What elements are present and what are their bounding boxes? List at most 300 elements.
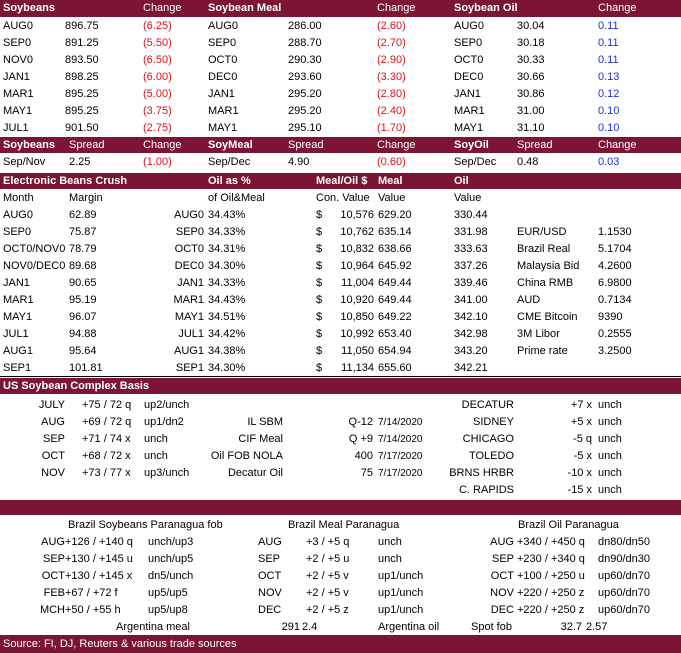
brazil-meal-note: unch bbox=[378, 553, 402, 565]
basis-gulf-month: NOV bbox=[41, 467, 65, 479]
meal-month: OCT0 bbox=[208, 54, 238, 66]
brazil-soy-note: up5/up8 bbox=[148, 604, 188, 616]
basis-gulf-value: +68 / 72 x bbox=[82, 450, 131, 462]
crush-margin: 95.64 bbox=[69, 345, 97, 357]
crush-margin: 78.79 bbox=[69, 243, 97, 255]
soybeans-title: Soybeans bbox=[3, 2, 55, 14]
spread-soy-change-label: Change bbox=[143, 139, 182, 151]
brazil-soy-note: dn5/unch bbox=[148, 570, 194, 582]
crush-meal-value: 635.14 bbox=[378, 226, 412, 238]
soybeans-month: JAN1 bbox=[3, 71, 30, 83]
crush-oil-value: 343.20 bbox=[454, 345, 488, 357]
crush-month2: SEP1 bbox=[175, 362, 204, 374]
crush-oil-value: 333.63 bbox=[454, 243, 488, 255]
argentina-meal-label: Argentina meal bbox=[116, 621, 190, 633]
crush-month: MAY1 bbox=[3, 311, 33, 323]
spread-soy-spread-label: Spread bbox=[69, 139, 105, 151]
brazil-oil-note: up60/dn70 bbox=[598, 604, 650, 616]
crush-month: SEP1 bbox=[3, 362, 32, 374]
basis-gulf-note: up2/unch bbox=[144, 399, 190, 411]
crush-oil-share: 34.38% bbox=[208, 345, 246, 357]
oil-title: Soybean Oil bbox=[454, 2, 518, 14]
crush-conv-label: Con. Value bbox=[316, 192, 370, 204]
meal-price: 293.60 bbox=[288, 71, 322, 83]
spread-oil-change: 0.03 bbox=[598, 156, 620, 168]
meal-price: 286.00 bbox=[288, 20, 322, 32]
spread-meal-change: (0.60) bbox=[377, 156, 406, 168]
crush-oil-value: 330.44 bbox=[454, 209, 488, 221]
oil-price: 30.04 bbox=[517, 20, 545, 32]
oil-change-label: Change bbox=[598, 2, 637, 14]
soybeans-price: 896.75 bbox=[65, 20, 99, 32]
oil-month: JAN1 bbox=[454, 88, 481, 100]
crush-oil-share: 34.42% bbox=[208, 328, 246, 340]
basis-plant-label: BRNS HRBR bbox=[449, 467, 514, 479]
brazil-oil-title: Brazil Oil Paranagua bbox=[518, 519, 619, 531]
crush-meal-value: 638.66 bbox=[378, 243, 412, 255]
crush-dollar: $ bbox=[316, 260, 323, 272]
brazil-meal-value: +2 / +5 v bbox=[306, 570, 349, 582]
brazil-soy-value: +126 / +140 q bbox=[65, 536, 133, 548]
basis-plant-value: -15 x bbox=[567, 484, 592, 496]
source-note: Source: FI, DJ, Reuters & various trade sources bbox=[3, 638, 237, 650]
spread-meal-value: 4.90 bbox=[288, 156, 310, 168]
crush-month: AUG1 bbox=[3, 345, 33, 357]
market-label: CME Bitcoin bbox=[517, 311, 578, 323]
spread-meal-change-label: Change bbox=[377, 139, 416, 151]
brazil-oil-value: +220 / +250 z bbox=[517, 604, 585, 616]
basis-plant-label: CHICAGO bbox=[462, 433, 514, 445]
crush-meal-value: 629.20 bbox=[378, 209, 412, 221]
crush-oil-share: 34.30% bbox=[208, 260, 246, 272]
soybeans-change: (2.75) bbox=[143, 122, 172, 134]
spread-soy-month: Sep/Nov bbox=[3, 156, 46, 168]
basis-product-label: Decatur Oil bbox=[227, 467, 283, 479]
soybeans-price: 893.50 bbox=[65, 54, 99, 66]
crush-margin: 90.65 bbox=[69, 277, 97, 289]
oil-month: DEC0 bbox=[454, 71, 484, 83]
soybeans-change: (6.50) bbox=[143, 54, 172, 66]
soybeans-month: AUG0 bbox=[3, 20, 33, 32]
basis-gulf-month: AUG bbox=[41, 416, 65, 428]
crush-dollar: $ bbox=[316, 209, 323, 221]
oil-price: 30.86 bbox=[517, 88, 545, 100]
crush-oilpct-header: Oil as % bbox=[208, 175, 251, 187]
oil-change: 0.10 bbox=[598, 105, 620, 117]
crush-dollar: $ bbox=[316, 226, 323, 238]
crush-oil-value: 339.46 bbox=[454, 277, 488, 289]
crush-conv-value: 10,762 bbox=[340, 226, 374, 238]
basis-gulf-note: up3/unch bbox=[144, 467, 190, 479]
crush-oil-share: 34.33% bbox=[208, 226, 246, 238]
oil-month: MAY1 bbox=[454, 122, 484, 134]
brazil-soy-month: MCH bbox=[39, 604, 65, 616]
spread-header bbox=[0, 137, 681, 153]
brazil-meal-month: OCT bbox=[258, 570, 282, 582]
brazil-meal-month: AUG bbox=[258, 536, 282, 548]
crush-meal-value: 655.60 bbox=[378, 362, 412, 374]
crush-oil-share: 34.31% bbox=[208, 243, 246, 255]
brazil-oil-month: AUG bbox=[490, 536, 514, 548]
basis-gulf-month: OCT bbox=[41, 450, 65, 462]
crush-meal-value: 645.92 bbox=[378, 260, 412, 272]
basis-plant-label: DECATUR bbox=[461, 399, 514, 411]
oil-month: AUG0 bbox=[454, 20, 484, 32]
spread-meal-spread-label: Spread bbox=[288, 139, 324, 151]
meal-change: (2.60) bbox=[377, 20, 406, 32]
brazil-soy-value: +130 / +145 u bbox=[65, 553, 133, 565]
crush-dollar: $ bbox=[316, 243, 323, 255]
crush-oil-value: 341.00 bbox=[454, 294, 488, 306]
brazil-soy-note: unch/up5 bbox=[148, 553, 194, 565]
oil-month: SEP0 bbox=[454, 37, 483, 49]
crush-conv-value: 11,004 bbox=[341, 277, 374, 289]
crush-month: JUL1 bbox=[3, 328, 29, 340]
crush-oil-share: 34.33% bbox=[208, 277, 246, 289]
basis-plant-label: TOLEDO bbox=[468, 450, 514, 462]
basis-plant-note: unch bbox=[598, 484, 622, 496]
crush-meal-value: 653.40 bbox=[378, 328, 412, 340]
meal-month: DEC0 bbox=[208, 71, 238, 83]
brazil-soy-month: AUG bbox=[41, 536, 65, 548]
soybeans-month: JUL1 bbox=[3, 122, 29, 134]
market-label: Prime rate bbox=[517, 345, 568, 357]
basis-plant-label: SIDNEY bbox=[473, 416, 514, 428]
oil-change: 0.11 bbox=[598, 54, 619, 66]
basis-product-label: Oil FOB NOLA bbox=[210, 450, 283, 462]
crush-month-label: Month bbox=[3, 192, 34, 204]
brazil-oil-note: dn80/dn50 bbox=[598, 536, 650, 548]
crush-bottom-rule bbox=[0, 376, 681, 377]
brazil-oil-value: +100 / +250 u bbox=[517, 570, 585, 582]
meal-change: (2.80) bbox=[377, 88, 406, 100]
meal-price: 290.30 bbox=[288, 54, 322, 66]
crush-conv-value: 10,832 bbox=[340, 243, 374, 255]
argentina-spot-label: Spot fob bbox=[471, 621, 512, 633]
meal-month: JAN1 bbox=[208, 88, 235, 100]
crush-month2: OCT0 bbox=[174, 243, 204, 255]
crush-meal-value: 649.44 bbox=[378, 294, 412, 306]
basis-product-value: Q +9 bbox=[348, 433, 373, 445]
spread-oil-spread-label: Spread bbox=[517, 139, 553, 151]
crush-month2: AUG0 bbox=[174, 209, 204, 221]
basis-divider-band bbox=[0, 500, 681, 515]
oil-change: 0.11 bbox=[598, 20, 619, 32]
basis-gulf-month: JULY bbox=[38, 399, 65, 411]
meal-change: (2.90) bbox=[377, 54, 406, 66]
market-label: EUR/USD bbox=[517, 226, 567, 238]
crush-dollar: $ bbox=[316, 311, 323, 323]
brazil-meal-note: up1/unch bbox=[378, 570, 424, 582]
basis-product-date: 7/17/2020 bbox=[378, 468, 423, 479]
crush-meal-header: Meal bbox=[378, 175, 403, 187]
crush-margin: 95.19 bbox=[69, 294, 97, 306]
crush-month2: AUG1 bbox=[174, 345, 204, 357]
brazil-soy-value: +50 / +55 h bbox=[65, 604, 121, 616]
brazil-meal-month: NOV bbox=[258, 587, 282, 599]
basis-product-date: 7/17/2020 bbox=[378, 451, 423, 462]
crush-margin: 101.81 bbox=[69, 362, 103, 374]
market-value: 9390 bbox=[598, 311, 623, 323]
brazil-oil-note: dn90/dn30 bbox=[598, 553, 650, 565]
brazil-oil-month: NOV bbox=[490, 587, 514, 599]
crush-conv-value: 10,850 bbox=[340, 311, 374, 323]
oil-price: 30.33 bbox=[517, 54, 545, 66]
brazil-oil-month: OCT bbox=[490, 570, 514, 582]
crush-oil-header: Oil bbox=[454, 175, 469, 187]
brazil-soy-note: up5/up5 bbox=[148, 587, 188, 599]
crush-month: NOV0/DEC0 bbox=[3, 260, 66, 272]
market-value: 1.1530 bbox=[598, 226, 632, 238]
soybeans-price: 901.50 bbox=[65, 122, 99, 134]
meal-change-label: Change bbox=[377, 2, 416, 14]
oil-change: 0.12 bbox=[598, 88, 620, 100]
crush-oil-share: 34.30% bbox=[208, 362, 246, 374]
soybeans-change-label: Change bbox=[143, 2, 182, 14]
basis-plant-note: unch bbox=[598, 433, 622, 445]
basis-gulf-value: +75 / 72 q bbox=[82, 399, 132, 411]
market-value: 3.2500 bbox=[598, 345, 632, 357]
crush-month: OCT0/NOV0 bbox=[3, 243, 66, 255]
basis-gulf-month: SEP bbox=[42, 433, 65, 445]
brazil-meal-value: +2 / +5 v bbox=[306, 587, 349, 599]
oil-price: 30.66 bbox=[517, 71, 545, 83]
argentina-meal-value: 291 bbox=[281, 621, 300, 633]
basis-product-label: CIF Meal bbox=[238, 433, 283, 445]
brazil-meal-month: SEP bbox=[258, 553, 281, 565]
soybeans-month: MAR1 bbox=[3, 88, 34, 100]
crush-month: SEP0 bbox=[3, 226, 32, 238]
soybeans-change: (6.25) bbox=[143, 20, 172, 32]
basis-product-label: IL SBM bbox=[247, 416, 283, 428]
brazil-oil-value: +340 / +450 q bbox=[517, 536, 585, 548]
meal-change: (2.40) bbox=[377, 105, 406, 117]
soybeans-price: 895.25 bbox=[65, 88, 99, 100]
basis-header bbox=[0, 378, 681, 394]
brazil-oil-note: up60/dn70 bbox=[598, 570, 650, 582]
market-label: Malaysia Bid bbox=[517, 260, 580, 272]
brazil-oil-month: DEC bbox=[490, 604, 514, 616]
crush-oil-value: 342.98 bbox=[454, 328, 488, 340]
crush-oil-share: 34.51% bbox=[208, 311, 246, 323]
crush-meal-value: 649.22 bbox=[378, 311, 412, 323]
basis-product-value: 400 bbox=[354, 450, 373, 462]
basis-gulf-note: unch bbox=[144, 433, 168, 445]
meal-month: MAR1 bbox=[208, 105, 239, 117]
crush-margin: 89.68 bbox=[69, 260, 97, 272]
soybeans-change: (5.00) bbox=[143, 88, 172, 100]
spread-soy-change: (1.00) bbox=[143, 156, 172, 168]
oil-month: OCT0 bbox=[454, 54, 484, 66]
crush-conv-value: 10,576 bbox=[340, 209, 374, 221]
crush-oil-value: 331.98 bbox=[454, 226, 488, 238]
meal-price: 288.70 bbox=[288, 37, 322, 49]
market-value: 0.2555 bbox=[598, 328, 632, 340]
argentina-meal-change: 2.4 bbox=[302, 621, 318, 633]
argentina-oil-change: 2.57 bbox=[586, 621, 608, 633]
basis-product-value: Q-12 bbox=[348, 416, 373, 428]
soybeans-price: 898.25 bbox=[65, 71, 99, 83]
oil-month: MAR1 bbox=[454, 105, 485, 117]
brazil-oil-note: up60/dn70 bbox=[598, 587, 650, 599]
soybeans-change: (5.50) bbox=[143, 37, 172, 49]
soybeans-price: 891.25 bbox=[65, 37, 99, 49]
meal-change: (2.70) bbox=[377, 37, 406, 49]
crush-month2: MAR1 bbox=[173, 294, 204, 306]
oil-change: 0.13 bbox=[598, 71, 620, 83]
basis-gulf-value: +73 / 77 x bbox=[82, 467, 131, 479]
soybeans-change: (3.75) bbox=[143, 105, 172, 117]
crush-conv-value: 11,134 bbox=[341, 362, 374, 374]
spread-soy-value: 2.25 bbox=[69, 156, 91, 168]
crush-mealoil-header: Meal/Oil $ bbox=[316, 175, 368, 187]
crush-conv-value: 10,920 bbox=[340, 294, 374, 306]
brazil-soy-month: OCT bbox=[41, 570, 65, 582]
basis-gulf-note: unch bbox=[144, 450, 168, 462]
crush-month2: DEC0 bbox=[174, 260, 204, 272]
crush-oil-value: 337.26 bbox=[454, 260, 488, 272]
spread-oil-title: SoyOil bbox=[454, 139, 489, 151]
basis-product-date: 7/14/2020 bbox=[378, 417, 423, 428]
brazil-meal-note: up1/unch bbox=[378, 587, 424, 599]
spread-meal-title: SoyMeal bbox=[208, 139, 253, 151]
meal-price: 295.20 bbox=[288, 105, 322, 117]
argentina-oil-label: Argentina oil bbox=[378, 621, 440, 633]
spread-oil-month: Sep/Dec bbox=[454, 156, 497, 168]
crush-month2: JAN1 bbox=[177, 277, 204, 289]
crush-value-label: Value bbox=[378, 192, 406, 204]
crush-margin: 75.87 bbox=[69, 226, 97, 238]
market-value: 4.2600 bbox=[598, 260, 632, 272]
meal-month: MAY1 bbox=[208, 122, 238, 134]
meal-month: SEP0 bbox=[208, 37, 237, 49]
basis-plant-value: +5 x bbox=[570, 416, 592, 428]
market-value: 6.9800 bbox=[598, 277, 632, 289]
crush-conv-value: 10,964 bbox=[340, 260, 374, 272]
crush-dollar: $ bbox=[316, 362, 323, 374]
crush-dollar: $ bbox=[316, 277, 323, 289]
crush-header bbox=[0, 173, 681, 189]
crush-month2: SEP0 bbox=[175, 226, 204, 238]
spread-oil-change-label: Change bbox=[598, 139, 637, 151]
crush-oil-value: 342.10 bbox=[454, 311, 488, 323]
soybeans-month: MAY1 bbox=[3, 105, 33, 117]
oil-price: 31.10 bbox=[517, 122, 545, 134]
brazil-soy-title: Brazil Soybeans Paranagua fob bbox=[68, 519, 223, 531]
brazil-soy-month: SEP bbox=[42, 553, 65, 565]
basis-gulf-value: +69 / 72 q bbox=[82, 416, 132, 428]
brazil-soy-month: FEB bbox=[43, 587, 65, 599]
crush-value2-label: Value bbox=[454, 192, 482, 204]
brazil-oil-value: +230 / +340 q bbox=[517, 553, 585, 565]
basis-title: US Soybean Complex Basis bbox=[3, 380, 150, 392]
crush-dollar: $ bbox=[316, 345, 323, 357]
basis-gulf-value: +71 / 74 x bbox=[82, 433, 131, 445]
crush-oil-value: 342.21 bbox=[454, 362, 488, 374]
basis-plant-value: +7 x bbox=[570, 399, 592, 411]
meal-change: (1.70) bbox=[377, 122, 406, 134]
crush-conv-value: 11,050 bbox=[341, 345, 374, 357]
crush-dollar: $ bbox=[316, 294, 323, 306]
meal-price: 295.20 bbox=[288, 88, 322, 100]
oil-change: 0.11 bbox=[598, 37, 619, 49]
basis-gulf-note: up1/dn2 bbox=[144, 416, 184, 428]
market-value: 5.1704 bbox=[598, 243, 632, 255]
spread-meal-month: Sep/Dec bbox=[208, 156, 251, 168]
crush-oil-share: 34.43% bbox=[208, 209, 246, 221]
crush-month: MAR1 bbox=[3, 294, 34, 306]
meal-change: (3.30) bbox=[377, 71, 406, 83]
market-label: China RMB bbox=[517, 277, 574, 289]
spread-soy-title: Soybeans bbox=[3, 139, 55, 151]
meal-price: 295.10 bbox=[288, 122, 322, 134]
crush-dollar: $ bbox=[316, 328, 323, 340]
market-label: 3M Libor bbox=[517, 328, 560, 340]
basis-plant-note: unch bbox=[598, 450, 622, 462]
crush-margin: 96.07 bbox=[69, 311, 97, 323]
meal-title: Soybean Meal bbox=[208, 2, 282, 14]
brazil-oil-value: +220 / +250 z bbox=[517, 587, 585, 599]
crush-ofm-label: of Oil&Meal bbox=[208, 192, 265, 204]
basis-plant-note: unch bbox=[598, 416, 622, 428]
crush-title: Electronic Beans Crush bbox=[3, 175, 128, 187]
soybeans-month: SEP0 bbox=[3, 37, 32, 49]
soybeans-price: 895.25 bbox=[65, 105, 99, 117]
basis-product-date: 7/14/2020 bbox=[378, 434, 423, 445]
brazil-meal-note: unch bbox=[378, 536, 402, 548]
meal-month: AUG0 bbox=[208, 20, 238, 32]
crush-margin: 62.89 bbox=[69, 209, 97, 221]
basis-plant-note: unch bbox=[598, 399, 622, 411]
crush-month2: JUL1 bbox=[178, 328, 204, 340]
crush-margin: 94.88 bbox=[69, 328, 97, 340]
brazil-meal-note: up1/unch bbox=[378, 604, 424, 616]
crush-month2: MAY1 bbox=[174, 311, 204, 323]
oil-price: 30.18 bbox=[517, 37, 545, 49]
spread-oil-value: 0.48 bbox=[517, 156, 539, 168]
brazil-meal-month: DEC bbox=[258, 604, 282, 616]
brazil-soy-note: unch/up3 bbox=[148, 536, 194, 548]
market-label: Brazil Real bbox=[517, 243, 571, 255]
brazil-soy-value: +67 / +72 f bbox=[65, 587, 118, 599]
soybeans-month: NOV0 bbox=[3, 54, 33, 66]
source-footer bbox=[0, 635, 681, 653]
brazil-meal-value: +3 / +5 q bbox=[306, 536, 350, 548]
crush-conv-value: 10,992 bbox=[340, 328, 374, 340]
brazil-meal-title: Brazil Meal Paranagua bbox=[288, 519, 400, 531]
basis-plant-label: C. RAPIDS bbox=[458, 484, 514, 496]
soybeans-change: (6.00) bbox=[143, 71, 172, 83]
brazil-meal-value: +2 / +5 z bbox=[306, 604, 349, 616]
brazil-meal-value: +2 / +5 u bbox=[306, 553, 350, 565]
crush-month: JAN1 bbox=[3, 277, 30, 289]
futures-header bbox=[0, 0, 681, 17]
crush-oil-share: 34.43% bbox=[208, 294, 246, 306]
market-label: AUD bbox=[517, 294, 541, 306]
brazil-oil-month: SEP bbox=[491, 553, 514, 565]
crush-meal-value: 649.44 bbox=[378, 277, 412, 289]
basis-plant-value: -5 x bbox=[573, 450, 592, 462]
oil-price: 31.00 bbox=[517, 105, 545, 117]
basis-plant-value: -10 x bbox=[567, 467, 592, 479]
crush-month: AUG0 bbox=[3, 209, 33, 221]
basis-plant-note: unch bbox=[598, 467, 622, 479]
argentina-oil-value: 32.7 bbox=[560, 621, 582, 633]
oil-change: 0.10 bbox=[598, 122, 620, 134]
basis-plant-value: -5 q bbox=[573, 433, 592, 445]
crush-meal-value: 654.94 bbox=[378, 345, 412, 357]
brazil-soy-value: +130 / +145 x bbox=[65, 570, 133, 582]
